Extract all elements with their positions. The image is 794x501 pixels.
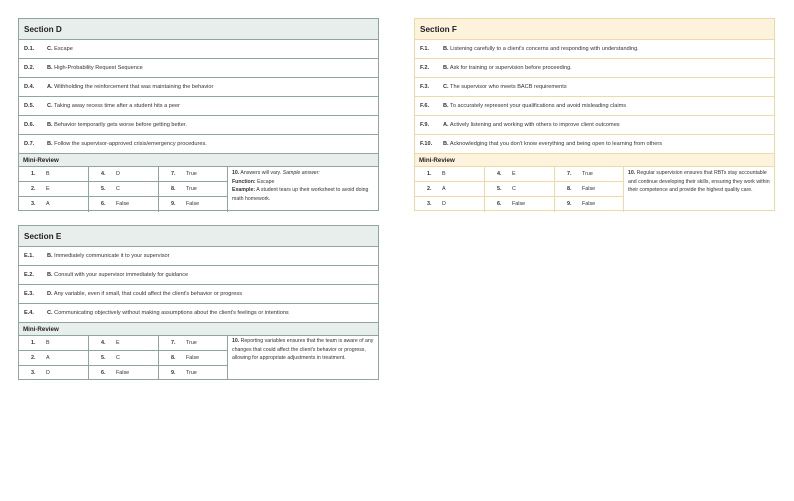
answer-row xyxy=(19,116,378,135)
item-number: 5. xyxy=(101,186,106,192)
answer-letter: B. xyxy=(47,141,53,147)
item-number: 3. xyxy=(427,201,432,207)
answer-letter: B. xyxy=(47,272,53,278)
answer-letter: B. xyxy=(443,103,449,109)
item-answer: C xyxy=(512,186,516,192)
answer-id: E.4. xyxy=(24,310,34,316)
answer-letter: B. xyxy=(443,65,449,71)
answer-id: F.2. xyxy=(420,65,430,71)
answer-row xyxy=(415,40,774,59)
q10-text: Reporting variables ensures that the team is aware of any changes that could affect the client's behavior or progress, allowing for appropriate adjustments in treatment. xyxy=(232,338,374,362)
answer-id: E.1. xyxy=(24,253,34,259)
mini-review-grid xyxy=(19,167,378,212)
item-number: 8. xyxy=(171,355,176,361)
item-number: 9. xyxy=(567,201,572,207)
mini-review-title: Mini-Review xyxy=(415,154,774,167)
item-number: 7. xyxy=(567,171,572,177)
answer-row xyxy=(19,266,378,285)
item-number: 4. xyxy=(101,340,106,346)
item-number: 2. xyxy=(31,355,36,361)
item-number: 6. xyxy=(101,370,106,376)
item-answer: C xyxy=(116,186,120,192)
item-number: 7. xyxy=(171,340,176,346)
section-e xyxy=(18,225,379,380)
answer-text: High-Probability Request Sequence xyxy=(54,65,143,71)
answer-text: Behavior temporarily gets worse before getting better. xyxy=(54,122,187,128)
item-number: 1. xyxy=(427,171,432,177)
section-f-title: Section F xyxy=(415,19,774,40)
answer-id: D.4. xyxy=(24,84,35,90)
answer-text: Communicating objectively without making assumptions about the client's feelings or intentions xyxy=(54,310,289,316)
q10-function-label: Function: xyxy=(232,178,256,185)
answer-row xyxy=(415,59,774,78)
answer-row xyxy=(415,97,774,116)
answer-id: F.9. xyxy=(420,122,430,128)
q10-text: Regular supervision ensures that RBTs stay accountable and continue developing their skills, ensuring they work within their competence and provide the highest quality care. xyxy=(628,170,770,194)
item-answer: True xyxy=(582,171,593,177)
answer-row xyxy=(19,304,378,323)
answer-row xyxy=(19,285,378,304)
answer-letter: C. xyxy=(47,310,53,316)
q10-text: Answers will vary. xyxy=(240,170,282,176)
q10-number: 10. xyxy=(232,338,240,344)
answer-letter: A. xyxy=(443,122,449,128)
item-answer: False xyxy=(116,370,130,376)
answer-id: D.2. xyxy=(24,65,35,71)
item-number: 8. xyxy=(171,186,176,192)
item-number: 9. xyxy=(171,201,176,207)
answer-text: Withholding the reinforcement that was maintaining the behavior xyxy=(54,84,214,90)
answer-row xyxy=(415,78,774,97)
answer-letter: A. xyxy=(47,84,53,90)
mini-review-title: Mini-Review xyxy=(19,154,378,167)
q10-number: 10. xyxy=(628,170,636,176)
question-10-answer xyxy=(232,337,375,363)
answer-text: Immediately communicate it to your supervisor xyxy=(54,253,170,259)
item-number: 4. xyxy=(101,171,106,177)
answer-id: F.1. xyxy=(420,46,430,52)
item-number: 5. xyxy=(497,186,502,192)
q10-number: 10. xyxy=(232,170,240,176)
item-answer: False xyxy=(512,201,526,207)
answer-text: Ask for training or supervision before proceeding. xyxy=(449,65,572,71)
item-answer: False xyxy=(186,201,200,207)
answer-text: Listening carefully to a client's concerns and responding with understanding. xyxy=(450,46,639,52)
item-number: 4. xyxy=(497,171,502,177)
mini-review-grid xyxy=(415,167,774,212)
answer-letter: B. xyxy=(443,46,449,52)
answer-text: To accurately represent your qualifications and avoid misleading claims xyxy=(450,103,627,109)
answer-id: F.10. xyxy=(420,141,433,147)
q10-function-value: Escape xyxy=(257,178,275,185)
answer-id: E.2. xyxy=(24,272,34,278)
answer-text: Any variable, even if small, that could affect the client's behavior or progress xyxy=(53,291,242,297)
item-number: 6. xyxy=(101,201,106,207)
item-answer: D xyxy=(442,201,446,207)
answer-letter: C. xyxy=(443,84,449,90)
answer-text: Consult with your supervisor immediately for guidance xyxy=(54,272,189,278)
item-answer: True xyxy=(186,171,197,177)
item-answer: False xyxy=(582,201,596,207)
q10-example-label: Example: xyxy=(232,187,256,194)
answer-letter: B. xyxy=(443,141,449,147)
item-answer: False xyxy=(186,355,200,361)
answer-id: F.6. xyxy=(420,103,430,109)
q10-example-text: A student tears up their worksheet to avoid doing math homework. xyxy=(232,187,369,202)
item-answer: A xyxy=(442,186,446,192)
answer-id: D.6. xyxy=(24,122,35,128)
item-answer: A xyxy=(46,355,50,361)
answer-row xyxy=(19,78,378,97)
answer-id: D.1. xyxy=(24,46,35,52)
item-answer: B xyxy=(442,171,446,177)
question-10-answer xyxy=(628,169,771,195)
item-answer: C xyxy=(116,355,120,361)
item-answer: False xyxy=(116,201,130,207)
answer-letter: B. xyxy=(47,122,53,128)
answer-row xyxy=(19,40,378,59)
item-number: 2. xyxy=(427,186,432,192)
answer-row xyxy=(19,59,378,78)
answer-letter: B. xyxy=(47,65,53,71)
mini-review-grid xyxy=(19,336,378,380)
item-answer: A xyxy=(46,201,50,207)
item-answer: E xyxy=(512,171,516,177)
section-d xyxy=(18,18,379,211)
section-e-title: Section E xyxy=(19,226,378,247)
item-number: 6. xyxy=(497,201,502,207)
item-number: 1. xyxy=(31,340,36,346)
item-number: 1. xyxy=(31,171,36,177)
item-answer: E xyxy=(116,340,120,346)
answer-row xyxy=(415,116,774,135)
section-d-title: Section D xyxy=(19,19,378,40)
item-number: 2. xyxy=(31,186,36,192)
answer-letter: D. xyxy=(47,291,53,297)
section-f xyxy=(414,18,775,211)
question-10-answer xyxy=(232,169,375,203)
answer-row xyxy=(19,97,378,116)
answer-text: The supervisor who meets BACB requirements xyxy=(450,84,567,90)
item-number: 8. xyxy=(567,186,572,192)
item-answer: True xyxy=(186,340,197,346)
answer-text: Follow the supervisor-approved crisis/emergency procedures. xyxy=(54,141,207,147)
answer-text: Escape xyxy=(54,46,73,52)
item-number: 3. xyxy=(31,370,36,376)
item-answer: D xyxy=(116,171,120,177)
answer-text: Taking away recess time after a student hits a peer xyxy=(54,103,180,109)
answer-row xyxy=(19,135,378,154)
answer-letter: C. xyxy=(47,46,53,52)
mini-review-title: Mini-Review xyxy=(19,323,378,336)
answer-id: D.7. xyxy=(24,141,35,147)
answer-id: D.5. xyxy=(24,103,35,109)
item-answer: B xyxy=(46,171,50,177)
answer-row xyxy=(19,247,378,266)
answer-text: Actively listening and working with others to improve client outcomes xyxy=(449,122,620,128)
answer-row xyxy=(415,135,774,154)
answer-id: F.3. xyxy=(420,84,430,90)
item-answer: D xyxy=(46,370,50,376)
item-number: 3. xyxy=(31,201,36,207)
answer-letter: B. xyxy=(47,253,53,259)
answer-letter: C. xyxy=(47,103,53,109)
q10-sample-label: Sample answer: xyxy=(282,170,320,176)
item-number: 7. xyxy=(171,171,176,177)
answer-id: E.3. xyxy=(24,291,34,297)
item-answer: E xyxy=(46,186,50,192)
item-answer: B xyxy=(46,340,50,346)
item-number: 5. xyxy=(101,355,106,361)
item-answer: False xyxy=(582,186,596,192)
item-number: 9. xyxy=(171,370,176,376)
item-answer: True xyxy=(186,186,197,192)
item-answer: True xyxy=(186,370,197,376)
answer-text: Acknowledging that you don't know everything and being open to learning from others xyxy=(449,141,663,147)
